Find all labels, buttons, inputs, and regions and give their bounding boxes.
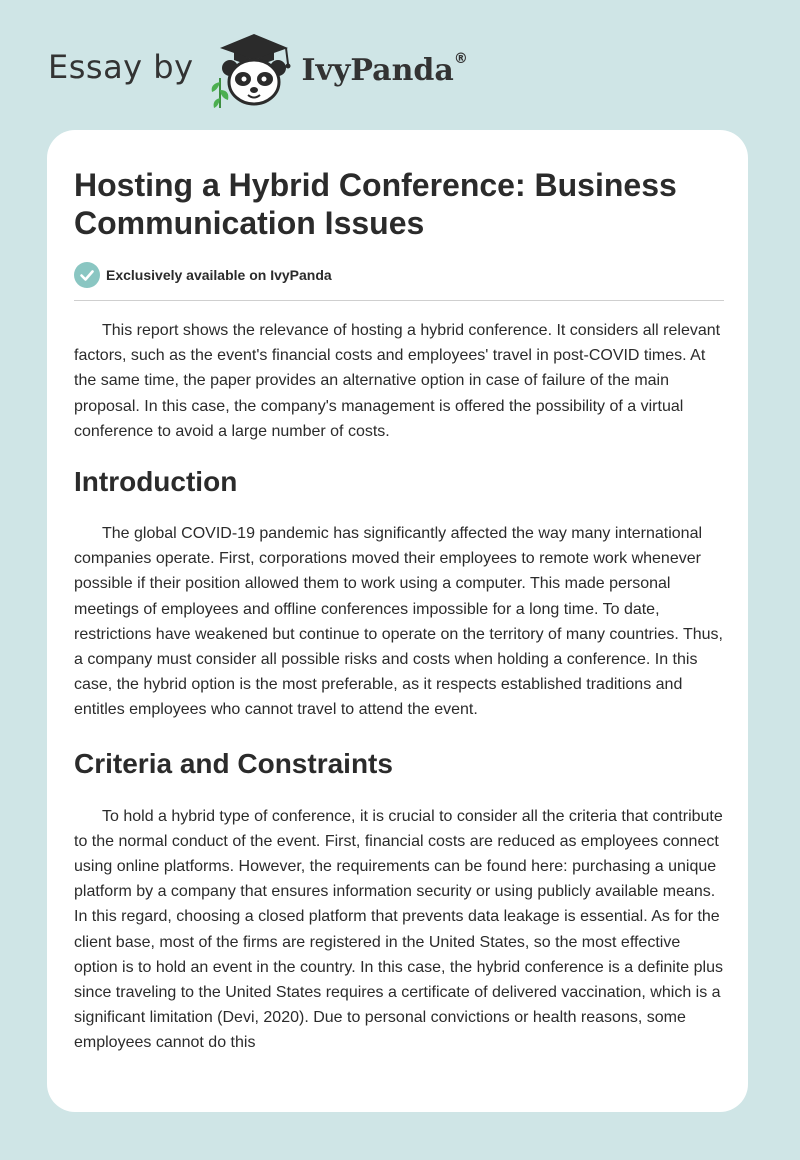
section-paragraph-criteria: To hold a hybrid type of conference, it is crucial to consider all the criteria that contribute to the normal conduct of the event. First, financial costs are reduced as employees connect using online platforms. However, the requirements can be found here: purchasing a unique platform by a company that ensures information security or using publicly available means. In this regard, choosing a closed platform that prevents data leakage is essential. As for the client base, most of the firms are registered in the United States, so the most effective option is to hold an event in the country. In this case, the hybrid conference is a definite plus since traveling to the United States requires a certificate of delivered vaccination, which is a significant limitation (Devi, 2020). Due to personal convictions or health reasons, some employees cannot do this [74,807,723,1052]
check-circle-icon [74,262,100,288]
essay-by-label: Essay by [48,48,194,86]
section-heading-introduction: Introduction [74,466,238,498]
panda-graduate-icon [208,30,300,110]
essay-title: Hosting a Hybrid Conference: Business Communication Issues [74,167,677,241]
title-divider [74,300,724,301]
intro-paragraph: This report shows the relevance of hosting a hybrid conference. It considers all relevant factors, such as the event's financial costs and employees' travel in post-COVID times. At the same time, the paper provides an alternative option in case of failure of the main proposal. In this case, the company's management is offered the possibility of a virtual conference to avoid a large number of costs. [74,322,721,440]
ivypanda-logo[interactable] [208,30,468,110]
trademark-symbol: ® [453,50,468,67]
brand-text: IvyPanda [301,52,454,88]
exclusive-badge [74,262,724,288]
essay-card [47,130,748,1112]
section-paragraph-introduction: The global COVID-19 pandemic has significantly affected the way many international companies operate. First, corporations moved their employees to remote work whenever possible if their position allowed them to work using a computer. This made personal meetings of employees and offline conferences impossible for a long time. To date, restrictions have weakened but continue to operate on the territory of many countries. Thus, a company must consider all possible risks and costs when holding a conference. In this case, the hybrid option is the most preferable, as it respects established traditions and entitles employees who cannot travel to attend the event. [74,525,723,719]
exclusive-badge-label: Exclusively available on IvyPanda [106,267,332,283]
site-header [48,30,468,110]
brand-name [301,50,468,88]
essay-content [74,166,724,1056]
section-heading-criteria: Criteria and Constraints [74,747,393,779]
